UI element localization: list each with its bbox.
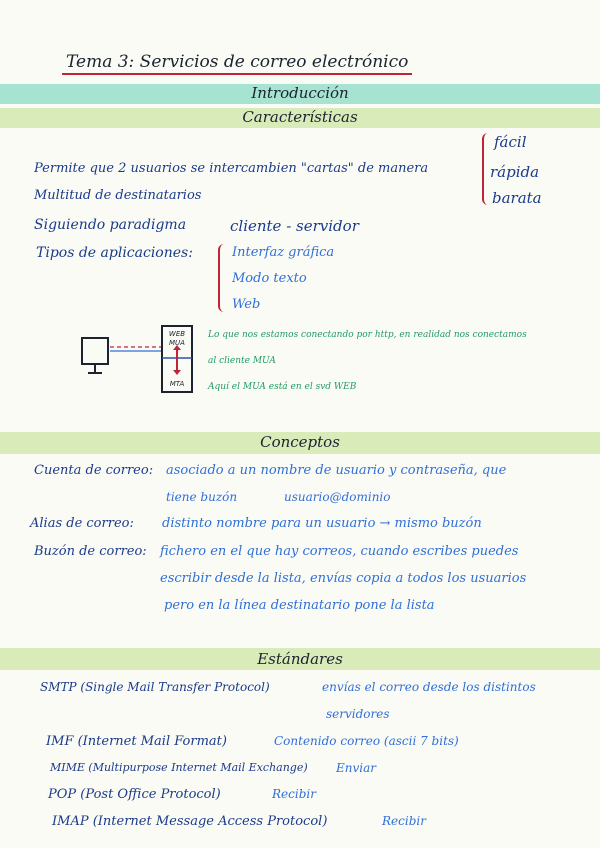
cuenta-text-2a: tiene buzón: [166, 490, 238, 504]
tipo-web: Web: [232, 297, 261, 312]
caracteristicas-heading: Características: [242, 108, 358, 126]
tipo-modo-texto: Modo texto: [232, 271, 307, 286]
imf-desc: Contenido correo (ascii 7 bits): [274, 734, 459, 748]
intro-heading: Introducción: [251, 84, 349, 102]
diagram-note-1: Lo que nos estamos conectando por http, en realidad nos conectamos: [208, 330, 527, 340]
buzon-text-1: fichero en el que hay correos, cuando escribes puedes: [160, 544, 519, 559]
buzon-text-3: pero en la línea destinatario pone la lista: [164, 598, 435, 613]
page-title: Tema 3: Servicios de correo electrónico: [66, 52, 409, 72]
cuenta-label: Cuenta de correo:: [34, 463, 154, 478]
mua-mta-diagram: [70, 320, 200, 400]
alias-text: distinto nombre para un usuario → mismo buzón: [162, 516, 482, 531]
mua-label: MUA: [169, 339, 185, 347]
cuenta-text-2b: usuario@dominio: [284, 490, 391, 504]
tipos-label: Tipos de aplicaciones:: [36, 245, 193, 261]
title-underline: [62, 73, 412, 75]
smtp-desc-2: servidores: [326, 707, 390, 721]
diagram-note-2: al cliente MUA: [208, 356, 276, 366]
paradigma-value: cliente - servidor: [230, 217, 359, 235]
adjective-rapida: rápida: [490, 163, 540, 181]
diagram-note-3: Aquí el MUA está en el svd WEB: [208, 382, 357, 392]
pop-desc: Recibir: [272, 787, 316, 801]
paradigma-label: Siguiendo paradigma: [34, 217, 187, 233]
imap-name: IMAP (Internet Message Access Protocol): [52, 814, 328, 829]
conceptos-heading: Conceptos: [260, 433, 340, 451]
tipos-brace: [218, 244, 228, 312]
web-label: WEB: [168, 330, 186, 338]
mime-desc: Enviar: [336, 761, 376, 775]
alias-label: Alias de correo:: [30, 516, 134, 531]
tipo-interfaz: Interfaz gráfica: [232, 245, 335, 260]
estandares-heading: Estándares: [257, 650, 343, 668]
smtp-name: SMTP (Single Mail Transfer Protocol): [40, 680, 270, 694]
smtp-desc-1: envías el correo desde los distintos: [322, 680, 536, 694]
buzon-text-2: escribir desde la lista, envías copia a todos los usuarios: [160, 571, 527, 586]
caracteristicas-line1: Permite que 2 usuarios se intercambien "cartas" de manera: [34, 161, 429, 176]
mta-label: MTA: [169, 380, 185, 388]
imap-desc: Recibir: [382, 814, 426, 828]
caracteristicas-line2: Multitud de destinatarios: [34, 188, 202, 203]
pop-name: POP (Post Office Protocol): [48, 787, 221, 802]
buzon-label: Buzón de correo:: [34, 544, 147, 559]
adjective-facil: fácil: [494, 133, 527, 151]
monitor-icon: [82, 338, 108, 364]
mime-name: MIME (Multipurpose Internet Mail Exchange): [50, 761, 308, 774]
imf-name: IMF (Internet Mail Format): [46, 734, 227, 749]
cuenta-text-1: asociado a un nombre de usuario y contraseña, que: [166, 463, 507, 478]
adjective-barata: barata: [492, 189, 542, 207]
